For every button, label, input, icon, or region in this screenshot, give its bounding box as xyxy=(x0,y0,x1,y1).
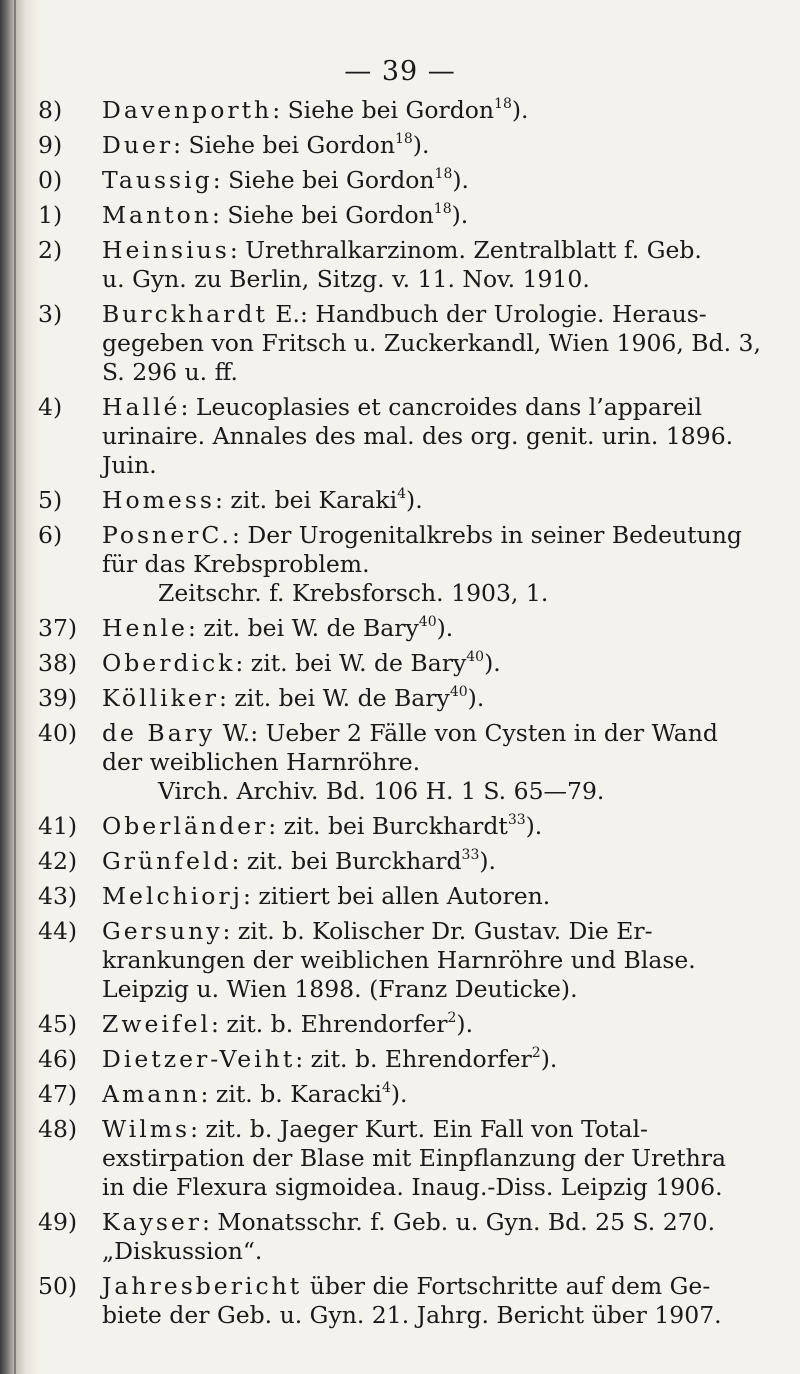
citation-text: W.: Ueber 2 Fälle von Cysten in der Wand xyxy=(215,719,718,747)
citation-closing: ). xyxy=(511,96,529,124)
author-name: Zweifel xyxy=(102,1010,211,1038)
reference-number: 6) xyxy=(38,521,63,549)
reference-line xyxy=(102,1301,778,1330)
citation-closing: ). xyxy=(451,201,469,229)
reference-number: 43) xyxy=(38,882,78,910)
reference-entry xyxy=(38,719,778,806)
citation-text: : zit. bei W. de Bary xyxy=(235,649,467,677)
reference-number: 2) xyxy=(38,236,63,264)
reference-line xyxy=(102,719,778,748)
reference-line xyxy=(102,614,778,643)
reference-entry xyxy=(38,1272,778,1330)
reference-text xyxy=(102,812,778,841)
reference-entry xyxy=(38,1115,778,1202)
reference-entry xyxy=(38,521,778,608)
author-name: Homess xyxy=(102,486,215,514)
reference-text xyxy=(102,649,778,678)
reference-text xyxy=(102,393,778,480)
page-number: — 39 — xyxy=(344,56,456,87)
reference-entry xyxy=(38,201,778,230)
reference-line xyxy=(102,917,778,946)
reference-line xyxy=(102,393,778,422)
citation-closing: ). xyxy=(436,614,454,642)
reference-number: 38) xyxy=(38,649,78,677)
reference-text xyxy=(102,1080,778,1109)
reference-line xyxy=(102,812,778,841)
reference-entry xyxy=(38,1045,778,1074)
reference-text xyxy=(102,719,778,806)
author-name: Grünfeld xyxy=(102,847,232,875)
footnote-superscript: 18 xyxy=(433,201,452,217)
reference-text xyxy=(102,166,778,195)
author-name: Davenporth xyxy=(102,96,273,124)
reference-text xyxy=(102,1208,778,1266)
reference-number: 1) xyxy=(38,201,63,229)
reference-line xyxy=(102,96,778,125)
reference-list xyxy=(38,96,778,1336)
citation-text: : zit. bei Karaki xyxy=(214,486,398,514)
citation-text: Leipzig u. Wien 1898. (Franz Deuticke). xyxy=(102,975,578,1003)
reference-text xyxy=(102,847,778,876)
reference-line xyxy=(102,1080,778,1109)
reference-entry xyxy=(38,96,778,125)
author-name: Kölliker xyxy=(102,684,220,712)
reference-line xyxy=(102,131,778,160)
reference-line xyxy=(102,1115,778,1144)
author-name: Duer xyxy=(102,131,174,159)
reference-text xyxy=(102,614,778,643)
footnote-superscript: 18 xyxy=(394,131,413,147)
citation-text: : Siehe bei Gordon xyxy=(211,201,434,229)
reference-number: 0) xyxy=(38,166,63,194)
author-name: Taussig xyxy=(102,166,213,194)
reference-entry xyxy=(38,917,778,1004)
citation-text: E.: Handbuch der Urologie. Heraus- xyxy=(267,300,707,328)
reference-line xyxy=(102,329,778,358)
citation-text: urinaire. Annales des mal. des org. genit. urin. 1896. xyxy=(102,422,734,450)
citation-closing: ). xyxy=(479,847,496,875)
reference-entry xyxy=(38,614,778,643)
author-name: Manton xyxy=(102,201,212,229)
author-name: Wilms xyxy=(102,1115,191,1143)
citation-text: : Siehe bei Gordon xyxy=(272,96,495,124)
footnote-superscript: 18 xyxy=(434,166,453,182)
author-name: PosnerC. xyxy=(102,521,232,549)
footnote-superscript: 4 xyxy=(381,1080,391,1096)
reference-entry xyxy=(38,847,778,876)
citation-text: : zit. b. Karacki xyxy=(200,1080,382,1108)
reference-text xyxy=(102,486,778,515)
reference-text xyxy=(102,684,778,713)
author-name: Oberdick xyxy=(102,649,236,677)
citation-text: : zit. b. Ehrendorfer xyxy=(295,1045,532,1073)
citation-closing: ). xyxy=(452,166,469,194)
reference-number: 4) xyxy=(38,393,63,421)
footnote-superscript: 33 xyxy=(461,847,480,863)
citation-closing: ). xyxy=(406,486,423,514)
reference-entry xyxy=(38,486,778,515)
reference-number: 49) xyxy=(38,1208,78,1236)
footnote-superscript: 40 xyxy=(466,649,485,665)
reference-number: 47) xyxy=(38,1080,78,1108)
reference-line xyxy=(102,684,778,713)
reference-line xyxy=(102,579,778,608)
reference-text xyxy=(102,1010,778,1039)
citation-text: : Leucoplasies et cancroides dans l’appareil xyxy=(180,393,703,421)
reference-line xyxy=(102,521,778,550)
reference-entry xyxy=(38,812,778,841)
reference-line xyxy=(102,300,778,329)
citation-closing: ). xyxy=(456,1010,474,1038)
reference-number: 46) xyxy=(38,1045,78,1073)
reference-line xyxy=(102,550,778,579)
reference-line xyxy=(102,422,778,451)
reference-number: 44) xyxy=(38,917,78,945)
reference-line xyxy=(102,946,778,975)
citation-closing: ). xyxy=(390,1080,408,1108)
reference-line xyxy=(102,451,778,480)
reference-entry xyxy=(38,236,778,294)
reference-entry xyxy=(38,166,778,195)
reference-line xyxy=(102,1272,778,1301)
reference-entry xyxy=(38,1010,778,1039)
reference-text xyxy=(102,201,778,230)
citation-text: Virch. Archiv. Bd. 106 H. 1 S. 65—79. xyxy=(158,777,605,805)
citation-text: : Monatsschr. f. Geb. u. Gyn. Bd. 25 S. 270. xyxy=(202,1208,716,1236)
citation-text: : zit. b. Ehrendorfer xyxy=(211,1010,448,1038)
reference-text xyxy=(102,1272,778,1330)
footnote-superscript: 40 xyxy=(449,684,468,700)
citation-text: biete der Geb. u. Gyn. 21. Jahrg. Bericht über 1907. xyxy=(102,1301,722,1329)
reference-number: 3) xyxy=(38,300,63,328)
reference-line xyxy=(102,486,778,515)
reference-line xyxy=(102,166,778,195)
citation-text: : Siehe bei Gordon xyxy=(173,131,395,159)
citation-text: krankungen der weiblichen Harnröhre und Blase. xyxy=(102,946,696,974)
citation-text: Zeitschr. f. Krebsforsch. 1903, 1. xyxy=(158,579,549,607)
citation-text: u. Gyn. zu Berlin, Sitzg. v. 11. Nov. 1910. xyxy=(102,265,590,293)
citation-closing: ). xyxy=(412,131,430,159)
reference-number: 40) xyxy=(38,719,78,747)
citation-closing: ). xyxy=(540,1045,558,1073)
reference-entry xyxy=(38,649,778,678)
reference-entry xyxy=(38,1080,778,1109)
citation-text: : Der Urogenitalkrebs in seiner Bedeutung xyxy=(231,521,742,549)
citation-closing: ). xyxy=(525,812,543,840)
reference-number: 41) xyxy=(38,812,78,840)
author-name: Melchiorj xyxy=(102,882,243,910)
author-name: Henle xyxy=(102,614,188,642)
author-name: Burckhardt xyxy=(102,300,268,328)
author-name: Jahresbericht xyxy=(102,1272,303,1300)
citation-text: : zitiert bei allen Autoren. xyxy=(242,882,551,910)
reference-line xyxy=(102,882,778,911)
citation-text: über die Fortschritte auf dem Ge- xyxy=(302,1272,711,1300)
reference-entry xyxy=(38,300,778,387)
footnote-superscript: 2 xyxy=(531,1045,541,1061)
reference-text xyxy=(102,1115,778,1202)
citation-text: : zit. b. Jaeger Kurt. Ein Fall von Total- xyxy=(190,1115,648,1143)
reference-text xyxy=(102,131,778,160)
reference-text xyxy=(102,96,778,125)
reference-number: 48) xyxy=(38,1115,78,1143)
reference-entry xyxy=(38,684,778,713)
reference-number: 9) xyxy=(38,131,63,159)
reference-entry xyxy=(38,393,778,480)
citation-text: : zit. bei Burckhard xyxy=(231,847,462,875)
citation-text: : zit. b. Kolischer Dr. Gustav. Die Er- xyxy=(222,917,653,945)
reference-line xyxy=(102,748,778,777)
citation-text: S. 296 u. ff. xyxy=(102,358,238,386)
citation-text: : zit. bei Burckhardt xyxy=(268,812,508,840)
citation-text: exstirpation der Blase mit Einpflanzung der Urethra xyxy=(102,1144,727,1172)
reference-number: 37) xyxy=(38,614,78,642)
reference-text xyxy=(102,882,778,911)
reference-entry xyxy=(38,882,778,911)
citation-text: für das Krebsproblem. xyxy=(102,550,370,578)
citation-text: : Siehe bei Gordon xyxy=(212,166,435,194)
citation-text: der weiblichen Harnröhre. xyxy=(102,748,421,776)
reference-line xyxy=(102,358,778,387)
reference-line xyxy=(102,1144,778,1173)
reference-number: 50) xyxy=(38,1272,78,1300)
citation-text: : zit. bei W. de Bary xyxy=(219,684,450,712)
reference-entry xyxy=(38,1208,778,1266)
footnote-superscript: 18 xyxy=(494,96,512,112)
reference-number: 39) xyxy=(38,684,78,712)
reference-entry xyxy=(38,131,778,160)
reference-line xyxy=(102,975,778,1004)
author-name: Dietzer-Veiht xyxy=(102,1045,296,1073)
citation-closing: ). xyxy=(484,649,501,677)
reference-number: 42) xyxy=(38,847,78,875)
reference-text xyxy=(102,917,778,1004)
reference-line xyxy=(102,777,778,806)
reference-text xyxy=(102,1045,778,1074)
citation-text: : Urethralkarzinom. Zentralblatt f. Geb. xyxy=(229,236,702,264)
footnote-superscript: 2 xyxy=(447,1010,457,1026)
citation-text: in die Flexura sigmoidea. Inaug.-Diss. Leipzig 1906. xyxy=(102,1173,723,1201)
reference-line xyxy=(102,649,778,678)
reference-line xyxy=(102,1010,778,1039)
author-name: Kayser xyxy=(102,1208,203,1236)
citation-closing: ). xyxy=(467,684,485,712)
binding-edge xyxy=(14,0,16,1374)
reference-number: 5) xyxy=(38,486,63,514)
author-name: Oberländer xyxy=(102,812,269,840)
citation-text: : zit. bei W. de Bary xyxy=(187,614,419,642)
reference-line xyxy=(102,1045,778,1074)
author-name: Hallé xyxy=(102,393,181,421)
author-name: Gersuny xyxy=(102,917,223,945)
citation-text: gegeben von Fritsch u. Zuckerkandl, Wien 1906, Bd. 3, xyxy=(102,329,761,357)
reference-line xyxy=(102,1208,778,1237)
author-name: Heinsius xyxy=(102,236,230,264)
reference-number: 8) xyxy=(38,96,63,124)
reference-text xyxy=(102,236,778,294)
reference-line xyxy=(102,236,778,265)
citation-text: „Diskussion“. xyxy=(102,1237,263,1265)
citation-text: Juin. xyxy=(102,451,157,479)
footnote-superscript: 40 xyxy=(418,614,437,630)
footnote-superscript: 4 xyxy=(397,486,407,502)
reference-line xyxy=(102,201,778,230)
reference-line xyxy=(102,1173,778,1202)
author-name: Amann xyxy=(102,1080,201,1108)
reference-line xyxy=(102,1237,778,1266)
reference-number: 45) xyxy=(38,1010,78,1038)
footnote-superscript: 33 xyxy=(507,812,526,828)
author-name: de Bary xyxy=(102,719,216,747)
reference-text xyxy=(102,521,778,608)
reference-line xyxy=(102,847,778,876)
reference-text xyxy=(102,300,778,387)
reference-line xyxy=(102,265,778,294)
